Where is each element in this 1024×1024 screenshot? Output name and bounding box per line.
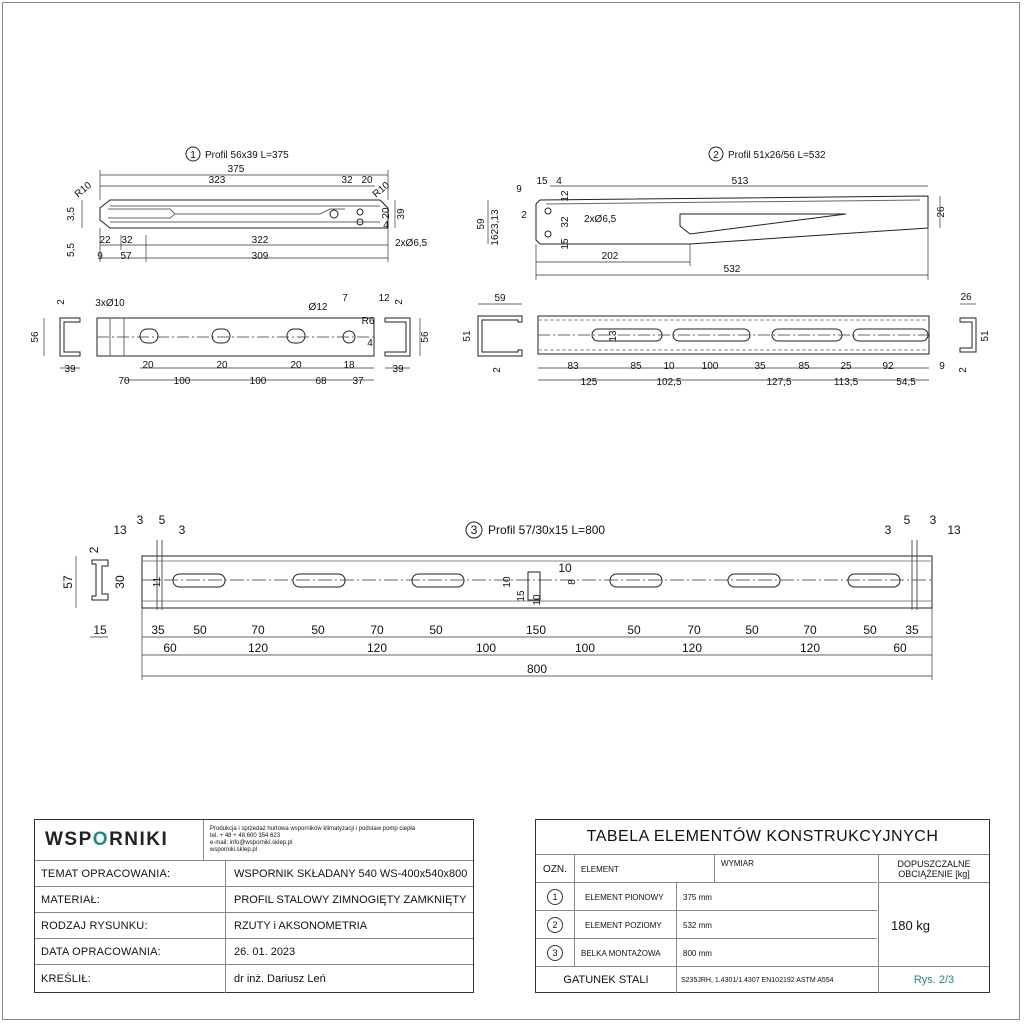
elements-table xyxy=(535,819,990,993)
element-name: BELKA MONTAŻOWA xyxy=(574,939,714,967)
dimension-label: 37 xyxy=(352,376,364,387)
dimension-label: 513 xyxy=(731,176,749,187)
dimension-label: 59 xyxy=(476,218,487,230)
dimension-label: 20 xyxy=(361,175,373,186)
dimension-label: 323 xyxy=(208,175,226,186)
dimension-label: 10 xyxy=(532,594,543,606)
element-row-3 xyxy=(536,938,877,967)
row-subject xyxy=(35,860,473,887)
dimension-label: 9 xyxy=(516,184,522,195)
dimension-label: 39 xyxy=(396,208,407,220)
company-tagline: Produkcja i sprzedaż hurtowa wsporników klimatyzacji i podstaw pomp ciepła xyxy=(210,826,416,832)
row-date-value: 26. 01. 2023 xyxy=(225,939,473,965)
dimension-label: 70 xyxy=(118,376,130,387)
dimension-label: R10 xyxy=(370,179,392,201)
element-number: 2 xyxy=(547,917,563,933)
dimension-label: 7 xyxy=(342,293,348,304)
dimension-label: 100 xyxy=(173,376,191,387)
load-value: 180 kg xyxy=(878,882,989,967)
element-dimension: 800 mm xyxy=(676,939,877,967)
dimension-label: 3 xyxy=(178,523,186,537)
element-number: 1 xyxy=(547,889,563,905)
dimension-label: 100 xyxy=(701,361,719,372)
dimension-label: 85 xyxy=(630,361,642,372)
elements-table-header xyxy=(536,854,989,883)
dimension-label: 51 xyxy=(980,330,991,342)
dimension-label: 120 xyxy=(366,641,388,655)
dimension-label: 18 xyxy=(343,360,355,371)
dimension-label: 39 xyxy=(64,364,76,375)
element-dimension: 532 mm xyxy=(676,911,877,939)
dimension-label: 13 xyxy=(113,523,127,537)
header-ozn: OZN. xyxy=(543,863,567,875)
dimension-label: 127,5 xyxy=(766,377,792,388)
dimension-label: 5 xyxy=(158,513,166,527)
dimension-label: 10 xyxy=(558,561,572,575)
dimension-label: 50 xyxy=(863,623,877,637)
dimension-label: 68 xyxy=(315,376,327,387)
view3-beam xyxy=(92,540,932,610)
dimension-label: R10 xyxy=(72,179,94,201)
dimension-label: 3 xyxy=(136,513,144,527)
dimension-label: 59 xyxy=(494,293,506,304)
dimension-label: 4 xyxy=(383,220,389,231)
dimension-label: 20 xyxy=(290,360,302,371)
row-author-label: KREŚLIŁ: xyxy=(41,973,91,985)
dimension-label: 70 xyxy=(803,623,817,637)
dimension-label: 15 xyxy=(516,590,527,602)
dimension-label: 102,5 xyxy=(656,377,682,388)
dimension-label: 2xØ6,5 xyxy=(584,214,617,225)
row-subject-value: WSPORNIK SKŁADANY 540 WS-400x540x800 xyxy=(225,861,473,887)
dimension-label: 20 xyxy=(142,360,154,371)
view2-title: Profil 51x26/56 L=532 xyxy=(728,150,826,161)
dimension-label: 83 xyxy=(567,361,579,372)
company-info xyxy=(203,820,473,860)
element-name: ELEMENT PIONOWY xyxy=(574,883,714,911)
dimension-label: 113,5 xyxy=(833,377,859,388)
row-author xyxy=(35,964,473,993)
dimension-label: 120 xyxy=(247,641,269,655)
dimension-label: 56 xyxy=(30,331,41,343)
dimension-label: 3xØ10 xyxy=(95,298,125,309)
dimension-label: 150 xyxy=(525,623,547,637)
row-subject-label: TEMAT OPRACOWANIA: xyxy=(41,868,171,880)
element-dimension: 375 mm xyxy=(676,883,877,911)
dimension-label: 35 xyxy=(754,361,766,372)
steel-row xyxy=(536,966,989,993)
view1-number: 1 xyxy=(190,150,196,161)
dimension-label: 70 xyxy=(687,623,701,637)
dimension-label: R6 xyxy=(361,316,375,327)
element-row-1 xyxy=(536,882,877,911)
dimension-label: 32 xyxy=(341,175,353,186)
dimension-label: 2 xyxy=(87,546,101,554)
sheet-number: Rys. 2/3 xyxy=(878,967,989,993)
dimension-label: 2 xyxy=(521,210,527,221)
dimension-label: 85 xyxy=(798,361,810,372)
dimension-label: 50 xyxy=(627,623,641,637)
dimension-label: 4 xyxy=(556,176,562,187)
dimension-label: 30 xyxy=(113,575,127,589)
row-author-value: dr inż. Dariusz Leń xyxy=(225,965,473,993)
view2-number: 2 xyxy=(713,150,719,161)
dimension-label: 70 xyxy=(251,623,265,637)
elements-table-title: TABELA ELEMENTÓW KONSTRUKCYJNYCH xyxy=(586,828,939,845)
dimension-label: 125 xyxy=(580,377,598,388)
row-drawing-type-value: RZUTY i AKSONOMETRIA xyxy=(225,913,473,939)
dimension-label: 309 xyxy=(251,251,269,262)
dimension-label: 22 xyxy=(99,235,111,246)
dimension-label: 16 xyxy=(490,234,501,246)
dimension-label: 9 xyxy=(97,251,103,262)
dimension-label: 60 xyxy=(163,641,177,655)
row-material xyxy=(35,886,473,913)
dimension-label: 35 xyxy=(905,623,919,637)
dimension-label: 4 xyxy=(367,338,373,349)
dimension-label: 70 xyxy=(370,623,384,637)
dimension-label: 3 xyxy=(884,523,892,537)
dimension-label: 20 xyxy=(381,207,392,219)
view2-plan xyxy=(478,316,976,356)
dimension-label: 50 xyxy=(193,623,207,637)
dimension-label: 5,5 xyxy=(66,243,77,257)
dimension-label: 2 xyxy=(958,367,969,373)
dimension-label: 57 xyxy=(120,251,132,262)
element-number: 3 xyxy=(547,945,563,961)
view1-side-profile xyxy=(100,200,388,228)
dimension-label: 8 xyxy=(567,579,578,585)
row-date-label: DATA OPRACOWANIA: xyxy=(41,946,161,958)
dimension-label: 23,13 xyxy=(490,209,501,235)
dimension-label: 13 xyxy=(608,330,619,342)
dimension-label: 50 xyxy=(745,623,759,637)
steel-value: S235JRH, 1.4301/1.4307 EN102192 ASTM A554 xyxy=(676,967,878,993)
dimension-label: Ø12 xyxy=(308,302,328,313)
dimension-label: 9 xyxy=(939,361,945,372)
view3-title: Profil 57/30x15 L=800 xyxy=(488,523,606,537)
dimension-label: 10 xyxy=(502,576,513,588)
element-name: ELEMENT POZIOMY xyxy=(574,911,714,939)
dimension-label: 120 xyxy=(681,641,703,655)
dimension-label: 120 xyxy=(799,641,821,655)
dimension-label: 2 xyxy=(492,367,503,373)
dimension-label: 50 xyxy=(429,623,443,637)
dimension-label: 15 xyxy=(536,176,548,187)
title-block xyxy=(34,819,474,993)
view1-plan xyxy=(60,318,410,356)
row-drawing-type-label: RODZAJ RYSUNKU: xyxy=(41,920,148,932)
dimension-label: 26 xyxy=(960,292,972,303)
dimension-label: 25 xyxy=(840,361,852,372)
dimension-label: 51 xyxy=(462,330,473,342)
dimension-label: 5 xyxy=(903,513,911,527)
dimension-label: 60 xyxy=(893,641,907,655)
company-email: e-mail: info@wsporniki.sklep.pl xyxy=(210,840,293,846)
dimension-label: 2 xyxy=(56,299,67,305)
row-date xyxy=(35,938,473,965)
dimension-label: 100 xyxy=(574,641,596,655)
dimension-label: 800 xyxy=(526,662,548,676)
dimension-label: 12 xyxy=(378,293,390,304)
dimension-label: 10 xyxy=(663,361,675,372)
dimension-label: 12 xyxy=(560,190,571,202)
dimension-label: 100 xyxy=(249,376,267,387)
dimension-label: 26 xyxy=(936,206,947,218)
dimension-label: 100 xyxy=(475,641,497,655)
dimension-label: 32 xyxy=(121,235,133,246)
dimension-label: 3 xyxy=(929,513,937,527)
dimension-label: 39 xyxy=(392,364,404,375)
dimension-label: 20 xyxy=(216,360,228,371)
company-logo: WSPORNIKI xyxy=(45,829,169,850)
dimension-label: 3,5 xyxy=(66,207,77,221)
view1-title: Profil 56x39 L=375 xyxy=(205,150,289,161)
dimension-label: 57 xyxy=(61,575,75,589)
dimension-label: 92 xyxy=(882,361,894,372)
dimension-label: 50 xyxy=(311,623,325,637)
header-load: DOPUSZCZALNE OBCIĄŻENIE [kg] xyxy=(878,855,989,883)
dimension-label: 15 xyxy=(560,238,571,250)
dimension-label: 202 xyxy=(601,251,619,262)
element-row-2 xyxy=(536,910,877,939)
row-material-label: MATERIAŁ: xyxy=(41,894,101,906)
dimension-label: 2 xyxy=(394,299,405,305)
dimension-label: 2xØ6,5 xyxy=(395,238,428,249)
dimension-label: 322 xyxy=(251,235,269,246)
dimension-label: 11 xyxy=(152,576,163,588)
dimension-label: 375 xyxy=(227,164,245,175)
company-phone: tel. + 48 + 48 600 354 623 xyxy=(210,833,281,839)
dimension-label: 13 xyxy=(947,523,961,537)
view3-number: 3 xyxy=(470,523,478,537)
dimension-label: 35 xyxy=(151,623,165,637)
steel-label: GATUNEK STALI xyxy=(563,974,649,986)
dimension-label: 532 xyxy=(723,264,741,275)
row-drawing-type xyxy=(35,912,473,939)
header-element: ELEMENT xyxy=(574,855,714,883)
header-wymiar: WYMIAR xyxy=(714,855,878,883)
dimension-label: 56 xyxy=(420,331,431,343)
row-material-value: PROFIL STALOWY ZIMNOGIĘTY ZAMKNIĘTY xyxy=(225,887,473,913)
dimension-label: 15 xyxy=(93,623,107,637)
company-website: wsporniki.sklep.pl xyxy=(210,847,258,853)
dimension-label: 32 xyxy=(560,216,571,228)
dimension-label: 54,5 xyxy=(896,377,916,388)
